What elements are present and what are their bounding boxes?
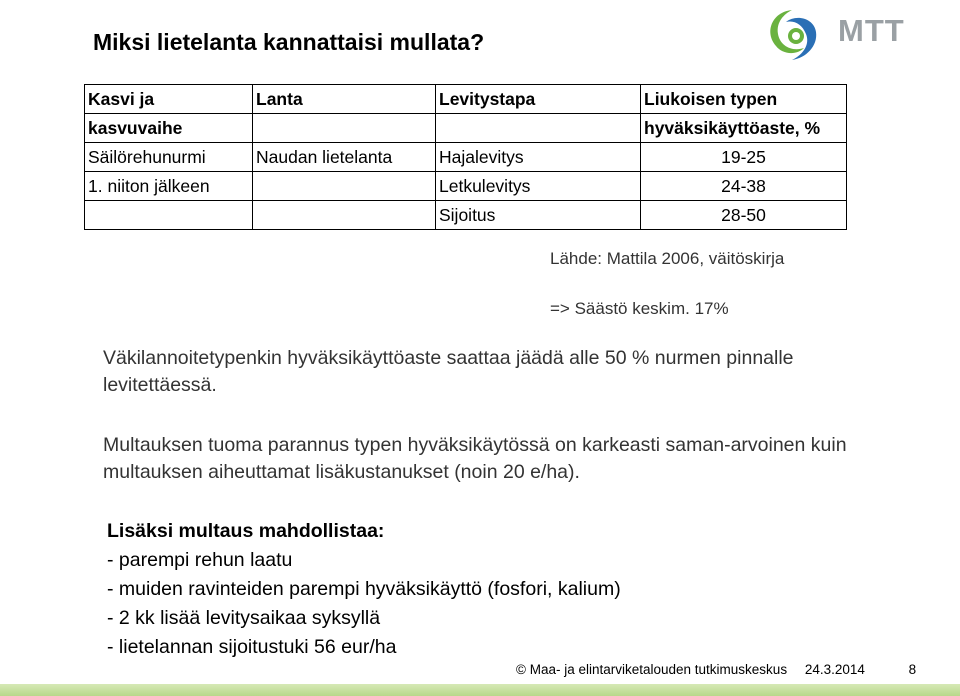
footer [516, 662, 916, 677]
table-cell: 19-25 [641, 143, 847, 172]
slide-title: Miksi lietelanta kannattaisi mullata? [93, 29, 485, 55]
table-header-row [85, 114, 847, 143]
header-cell [436, 114, 641, 143]
table-cell: Sijoitus [436, 201, 641, 230]
table-cell: Hajalevitys [436, 143, 641, 172]
footer-organization: © Maa- ja elintarviketalouden tutkimuskeskus [516, 662, 788, 677]
table-cell [85, 201, 253, 230]
table-cell [253, 201, 436, 230]
table-cell: Säilörehunurmi [85, 143, 253, 172]
table-cell: 28-50 [641, 201, 847, 230]
footer-date: 24.3.2014 [804, 662, 865, 677]
list-item: - parempi rehun laatu [107, 549, 293, 571]
source-citation: Lähde: Mattila 2006, väitöskirja [550, 249, 785, 268]
table-cell: 1. niiton jälkeen [85, 172, 253, 201]
footer-page-number: 8 [908, 662, 917, 677]
saving-note: => Säästö keskim. 17% [550, 299, 729, 318]
table-row [85, 172, 847, 201]
manure-efficiency-table [84, 84, 847, 230]
header-cell [253, 114, 436, 143]
table-cell: Naudan lietelanta [253, 143, 436, 172]
table-header-row [85, 85, 847, 114]
header-cell: Kasvi ja [85, 85, 253, 114]
mtt-logo-text: MTT [838, 13, 905, 48]
table-cell [253, 172, 436, 201]
table-row [85, 201, 847, 230]
paragraph-incorporation-benefit: Multauksen tuoma parannus typen hyväksikäytössä on karkeasti saman-arvoinen kuin multauksen aiheuttamat lisäkustanukset (noin 20 e/ha). [103, 434, 847, 483]
header-cell: Levitystapa [436, 85, 641, 114]
list-item: - lietelannan sijoitustuki 56 eur/ha [107, 636, 397, 658]
list-item: - muiden ravinteiden parempi hyväksikäyttö (fosfori, kalium) [107, 578, 621, 600]
header-cell: kasvuvaihe [85, 114, 253, 143]
header-cell: hyväksikäyttöaste, % [641, 114, 847, 143]
benefits-list [107, 517, 621, 662]
benefits-heading: Lisäksi multaus mahdollistaa: [107, 520, 385, 542]
paragraph-fertilizer-efficiency: Väkilannoitetypenkin hyväksikäyttöaste saattaa jäädä alle 50 % nurmen pinnalle levitettäessä. [103, 347, 794, 396]
table-cell: Letkulevitys [436, 172, 641, 201]
table-row [85, 143, 847, 172]
mtt-swirl-logo-icon [770, 10, 816, 60]
header-cell: Lanta [253, 85, 436, 114]
footer-accent-bar [0, 684, 960, 696]
table-cell: 24-38 [641, 172, 847, 201]
list-item: - 2 kk lisää levitysaikaa syksyllä [107, 607, 381, 629]
header-cell: Liukoisen typen [641, 85, 847, 114]
